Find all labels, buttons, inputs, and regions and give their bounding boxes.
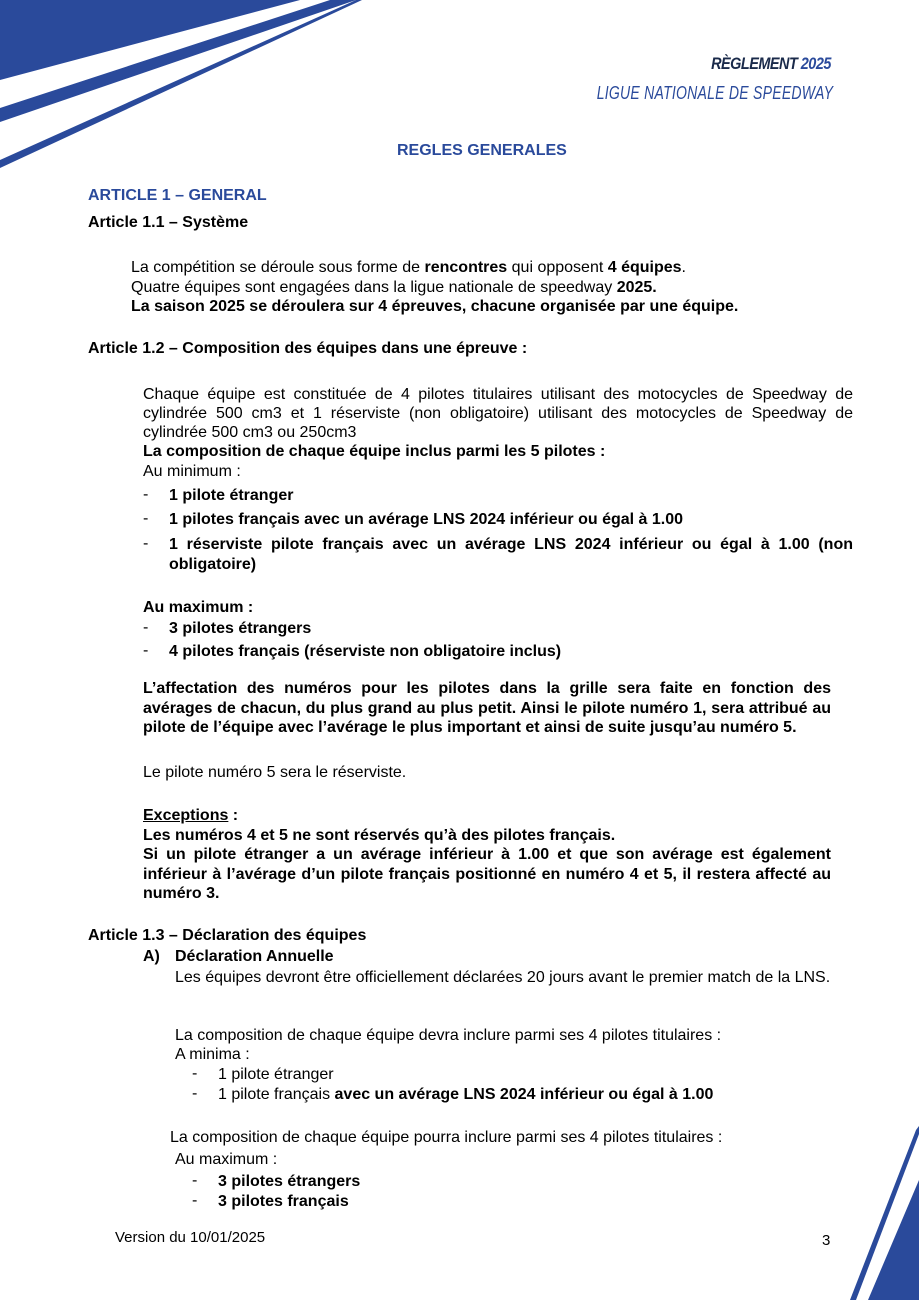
article-1-1-line-1	[131, 258, 686, 278]
text-segment-bold: avec un avérage LNS 2024 inférieur ou égal à 1.00	[334, 1086, 714, 1103]
bullet-dash: -	[192, 1192, 198, 1209]
exceptions-label: Exceptions	[143, 807, 229, 824]
text-segment: 1 pilote français	[218, 1086, 335, 1103]
page-number: 3	[822, 1232, 831, 1249]
affectation-paragraph: L’affectation des numéros pour les pilotes dans la grille sera faite en fonction des avérages de chacun, du plus grand au plus petit. Ainsi le pilote numéro 1, sera attribué au pilote de l’équipe avec l’avérage le plus important et ainsi de suite jusqu’au numéro 5.	[143, 680, 831, 736]
article-1-1-line-2	[131, 278, 657, 298]
min-item: 1 pilotes français avec un avérage LNS 2024 inférieur ou égal à 1.00	[169, 511, 684, 528]
bullet-dash: -	[143, 535, 149, 552]
text-segment-bold: rencontres	[424, 259, 508, 276]
max-item-2: 3 pilotes français	[218, 1193, 349, 1210]
composition-line: La composition de chaque équipe devra inclure parmi ses 4 pilotes titulaires :	[175, 1027, 722, 1044]
minimum-label: Au minimum :	[143, 463, 241, 480]
header-title	[711, 54, 831, 74]
text-segment-bold: 4 équipes	[607, 259, 682, 276]
max-item: 4 pilotes français (réserviste non obligatoire inclus)	[169, 643, 562, 660]
text-segment: Quatre équipes sont engagées dans la ligue nationale de speedway	[131, 279, 617, 296]
section-title: REGLES GENERALES	[397, 142, 567, 159]
bullet-dash: -	[143, 619, 149, 636]
declaration-paragraph: Les équipes devront être officiellement déclarées 20 jours avant le premier match de la LNS.	[175, 969, 831, 986]
reserviste-line: Le pilote numéro 5 sera le réserviste.	[143, 764, 407, 781]
exception-1: Les numéros 4 et 5 ne sont réservés qu’à des pilotes français.	[143, 827, 616, 844]
text-segment: qui opposent	[507, 259, 608, 276]
text-segment: .	[681, 259, 686, 276]
exceptions-heading	[143, 806, 238, 826]
article-1-1-line-3: La saison 2025 se déroulera sur 4 épreuves, chacune organisée par une équipe.	[131, 298, 739, 315]
article-1-title: ARTICLE 1 – GENERAL	[88, 187, 267, 204]
section-a-marker: A)	[143, 948, 160, 965]
text-segment-bold: 2025.	[616, 279, 657, 296]
article-1-2-title: Article 1.2 – Composition des équipes dans une épreuve :	[88, 340, 528, 357]
bullet-dash: -	[192, 1172, 198, 1189]
bullet-dash: -	[192, 1065, 198, 1082]
header-subtitle: LIGUE NATIONALE DE SPEEDWAY	[596, 83, 833, 103]
bullet-dash: -	[143, 510, 149, 527]
exceptions-colon: :	[228, 807, 239, 824]
article-1-2-paragraph: Chaque équipe est constituée de 4 pilotes titulaires utilisant des motocycles de Speedway de cylindrée 500 cm3 et 1 réserviste (non obligatoire) utilisant des motocycles de Speedway de cylindrée 500 cm3 ou 250cm3	[143, 386, 853, 441]
header-title-year: 2025	[800, 54, 831, 73]
exception-2: Si un pilote étranger a un avérage inférieur à 1.00 et que son avérage est également inférieur à l’avérage d’un pilote français positionné en numéro 4 et 5, il restera affecté au numéro 3.	[143, 846, 831, 902]
article-1-1-title: Article 1.1 – Système	[88, 214, 249, 231]
header-title-prefix: RÈGLEMENT	[711, 54, 798, 73]
composition-heading: La composition de chaque équipe inclus parmi les 5 pilotes :	[143, 443, 606, 460]
maximum-label: Au maximum :	[143, 599, 254, 616]
section-a-title: Déclaration Annuelle	[175, 948, 334, 965]
minima-label: A minima :	[175, 1046, 250, 1063]
max-item: 3 pilotes étrangers	[169, 620, 312, 637]
bullet-dash: -	[192, 1085, 198, 1102]
article-1-3-title: Article 1.3 – Déclaration des équipes	[88, 927, 367, 944]
bullet-dash: -	[143, 486, 149, 503]
bottom-right-stripes-decoration	[840, 1120, 919, 1300]
bullet-dash: -	[143, 642, 149, 659]
min-item: 1 réserviste pilote français avec un avérage LNS 2024 inférieur ou égal à 1.00 (non obligatoire)	[169, 536, 853, 573]
top-left-stripes-decoration	[0, 0, 370, 175]
minima-item	[218, 1085, 713, 1105]
footer-version: Version du 10/01/2025	[115, 1229, 266, 1246]
minima-item: 1 pilote étranger	[218, 1066, 334, 1083]
composition-line-2: La composition de chaque équipe pourra inclure parmi ses 4 pilotes titulaires :	[170, 1129, 723, 1146]
maximum-label-2: Au maximum :	[175, 1151, 278, 1168]
max-item-2: 3 pilotes étrangers	[218, 1173, 361, 1190]
text-segment: La compétition se déroule sous forme de	[131, 259, 425, 276]
min-item: 1 pilote étranger	[169, 487, 294, 504]
